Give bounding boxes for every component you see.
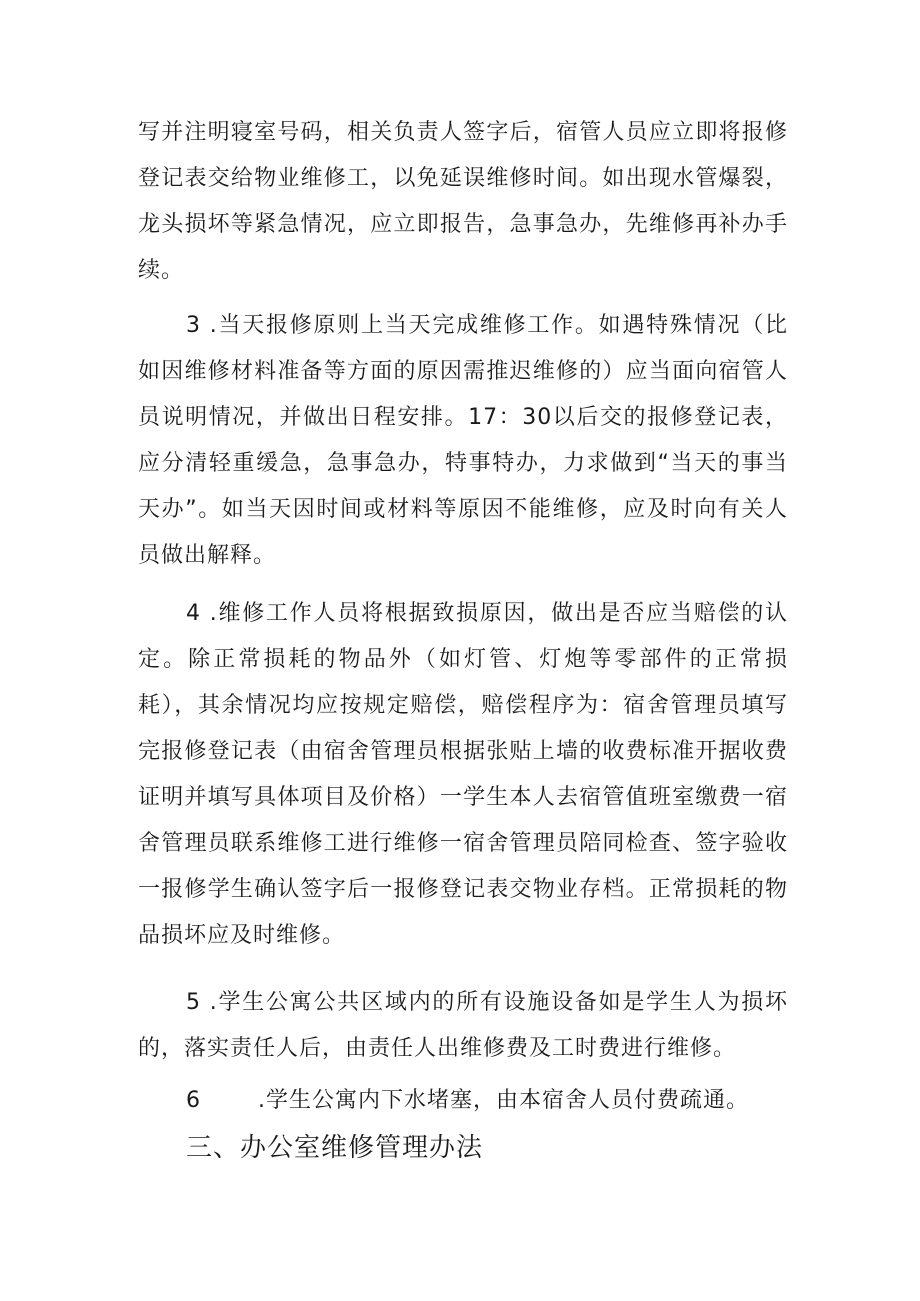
item-6-text: .学生公寓内下水堵塞，由本宿舍人员付费疏通。 xyxy=(258,1088,749,1113)
paragraph-item-4-compensation: 4 .维修工作人员将根据致损原因，做出是否应当赔偿的认定。除正常损耗的物品外（如灯管、灯炮等零部件的正常损耗），其余情况均应按规定赔偿，赔偿程序为：宿舍管理员填写完报修登记表（由宿舍管理员根据张贴上墙的收费标准开据收费证明并填写具体项目及价格）一学生本人去宿管值班室缴费一宿舍管理员联系维修工进行维修一宿舍管理员陪同检查、签字验收一报修学生确认签字后一报修登记表交物业存档。正常损耗的物品损坏应及时维修。 xyxy=(138,601,788,948)
item-6-number: 6 xyxy=(186,1088,201,1113)
paragraph-item-6-drain-blockage xyxy=(138,1078,788,1124)
paragraph-item-5-public-area: 5 .学生公寓公共区域内的所有设施设备如是学生人为损坏的，落实责任人后，由责任人出维修费及工时费进行维修。 xyxy=(138,990,788,1061)
paragraph-item-3-same-day-repair: 3 .当天报修原则上当天完成维修工作。如遇特殊情况（比如因维修材料准备等方面的原因需推迟维修的）应当面向宿管人员说明情况，并做出日程安排。17：30以后交的报修登记表，应分清轻重缓急，急事急办，特事特办，力求做到“当天的事当天办”。如当天因时间或材料等原因不能维修，应及时向有关人员做出解释。 xyxy=(138,313,788,568)
section-heading-office-repair: 三、办公室维修管理办法 xyxy=(186,1133,484,1163)
paragraph-dorm-repair-registration: 写并注明寝室号码，相关负责人签字后，宿管人员应立即将报修登记表交给物业维修工，以免延误维修时间。如出现水管爆裂，龙头损坏等紧急情况，应立即报告，急事急办，先维修再补办手续。 xyxy=(138,120,788,283)
